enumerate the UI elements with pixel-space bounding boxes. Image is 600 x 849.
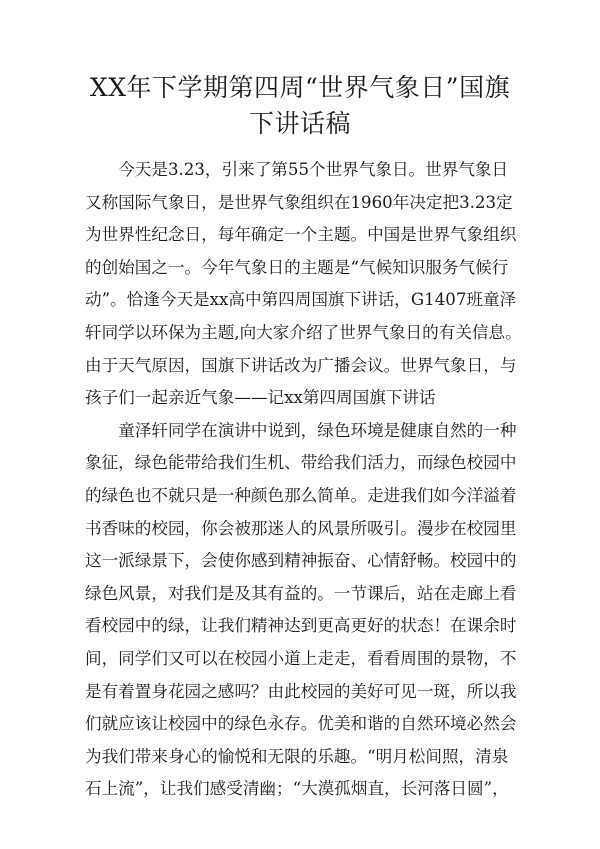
paragraph-1 (85, 154, 522, 415)
paragraph-line: 书香味的校园，你会被那迷人的风景所吸引。漫步在校园里 (85, 518, 517, 538)
paragraph-line: 由于天气原因，国旗下讲话改为广播会议。世界气象日，与 (85, 355, 517, 375)
paragraph-line: 为世界性纪念日，每年确定一个主题。中国是世界气象组织 (85, 225, 517, 245)
paragraph-line: 石上流”，让我们感受清幽；“大漠孤烟直，长河落日圆”， (85, 779, 509, 799)
paragraph-line: 的创始国之一。今年气象日的主题是“气候知识服务气候行 (85, 257, 509, 277)
title-line-2: 下讲话稿 (248, 109, 351, 138)
title-line-1: XX年下学期第四周“世界气象日”国旗 (89, 73, 511, 102)
paragraph-line: 间，同学们又可以在校园小道上走走，看看周围的景物，不 (85, 648, 517, 668)
paragraph-line: 的绿色也不就只是一种颜色那么简单。走进我们如今洋溢着 (85, 485, 517, 505)
paragraph-2 (85, 415, 515, 806)
paragraph-line: 今天是3.23，引来了第55个世界气象日。世界气象日 (118, 160, 509, 179)
paragraph-line: 绿色风景，对我们是及其有益的。一节课后，站在走廊上看 (85, 583, 517, 603)
document-title (85, 70, 515, 142)
paragraph-line: 是有着置身花园之感吗？由此校园的美好可见一斑，所以我 (85, 681, 517, 701)
paragraph-line: 看校园中的绿，让我们精神达到更高更好的状态！在课余时 (85, 616, 517, 636)
paragraph-line: 孩子们一起亲近气象——记xx第四周国旗下讲话 (85, 388, 436, 408)
paragraph-line: 动”。恰逢今天是xx高中第四周国旗下讲话，G1407班童泽 (85, 290, 517, 310)
document-body (85, 154, 522, 806)
paragraph-line: 为我们带来身心的愉悦和无限的乐趣。“明月松间照，清泉 (85, 746, 509, 766)
paragraph-line: 童泽轩同学在演讲中说到，绿色环境是健康自然的一种 (118, 420, 517, 440)
paragraph-line: 象征，绿色能带给我们生机、带给我们活力，而绿色校园中 (85, 453, 517, 473)
paragraph-line: 轩同学以环保为主题,向大家介绍了世界气象日的有关信息。 (85, 322, 522, 342)
paragraph-line: 又称国际气象日，是世界气象组织在1960年决定把3.23定 (85, 192, 513, 212)
paragraph-line: 这一派绿景下，会使你感到精神振奋、心情舒畅。校园中的 (85, 551, 517, 571)
paragraph-line: 们就应该让校园中的绿色永存。优美和谐的自然环境必然会 (85, 714, 517, 734)
